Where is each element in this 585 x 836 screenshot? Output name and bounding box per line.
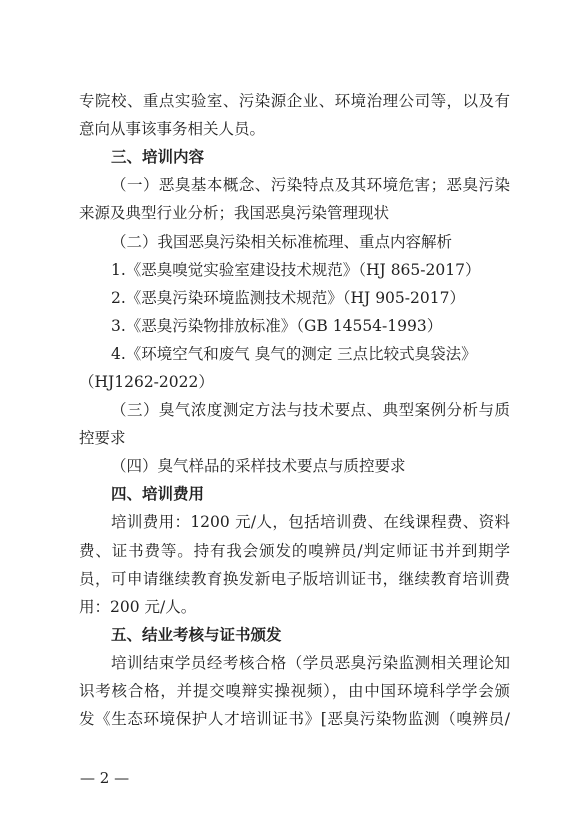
paragraph-line: 用：200 元/人。 <box>79 598 197 616</box>
paragraph-line: （一）恶臭基本概念、污染特点及其环境危害；恶臭污染 <box>111 176 510 194</box>
list-item: 4.《环境空气和废气 臭气的测定 三点比较式臭袋法》 <box>111 345 477 363</box>
section-heading-assessment-certificate: 五、结业考核与证书颁发 <box>111 626 282 644</box>
paragraph-line: 费、证书费等。持有我会颁发的嗅辨员/判定师证书并到期学 <box>79 542 510 560</box>
paragraph-line: （二）我国恶臭污染相关标准梳理、重点内容解析 <box>111 233 453 251</box>
paragraph-line: 来源及典型行业分析；我国恶臭污染管理现状 <box>79 204 390 222</box>
section-heading-training-fees: 四、培训费用 <box>111 485 205 503</box>
paragraph-line: 识考核合格，并提交嗅辩实操视频），由中国环境科学学会颁 <box>79 682 510 700</box>
page-number: — 2 — <box>80 769 130 787</box>
paragraph-line: 控要求 <box>79 429 126 447</box>
paragraph-line: （四）臭气样品的采样技术要点与质控要求 <box>111 457 406 475</box>
paragraph-line: 培训费用：1200 元/人，包括培训费、在线课程费、资料 <box>111 513 510 531</box>
list-item-continuation: （HJ1262-2022） <box>79 373 214 391</box>
list-item: 1.《恶臭嗅觉实验室建设技术规范》（HJ 865-2017） <box>111 261 481 279</box>
section-heading-training-content: 三、培训内容 <box>111 148 205 166</box>
paragraph-line: 培训结束学员经考核合格（学员恶臭污染监测相关理论知 <box>111 654 510 672</box>
paragraph-line: 发《生态环境保护人才培训证书》[恶臭污染物监测（嗅辨员/ <box>79 710 510 728</box>
paragraph-line: 意向从事该事务相关人员。 <box>79 120 266 138</box>
paragraph-line: 员，可申请继续教育换发新电子版培训证书，继续教育培训费 <box>79 570 510 588</box>
paragraph-line: 专院校、重点实验室、污染源企业、环境治理公司等，以及有 <box>79 92 510 110</box>
paragraph-line: （三）臭气浓度测定方法与技术要点、典型案例分析与质 <box>111 401 510 419</box>
list-item: 3.《恶臭污染物排放标准》（GB 14554-1993） <box>111 317 443 335</box>
list-item: 2.《恶臭污染环境监测技术规范》（HJ 905-2017） <box>111 289 465 307</box>
